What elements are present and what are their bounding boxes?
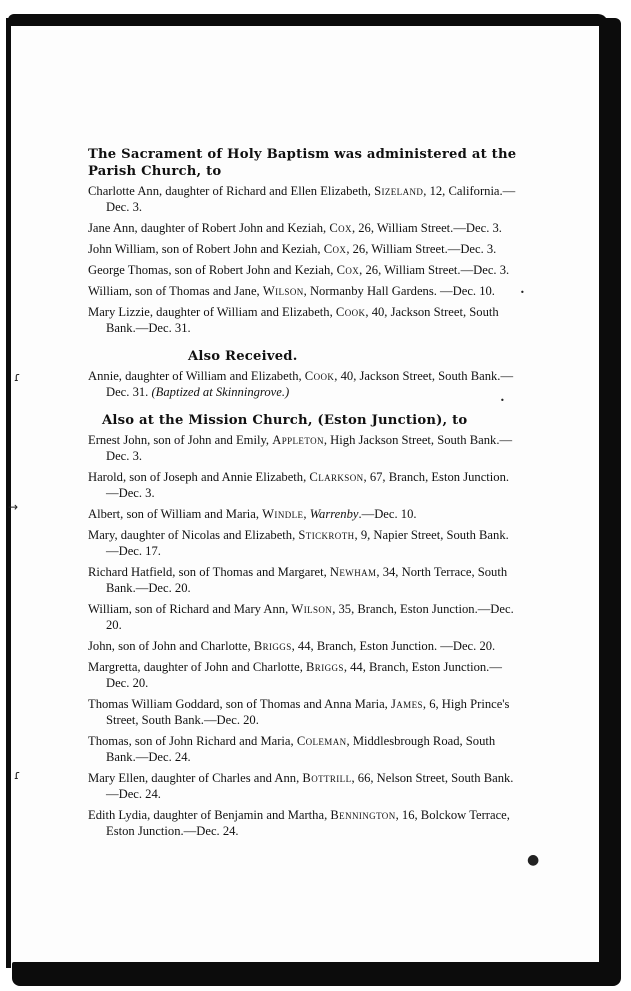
surname: Bennington [330, 808, 396, 822]
surname: Clarkson [309, 470, 364, 484]
surname: Cox [329, 221, 352, 235]
baptism-entry: George Thomas, son of Robert John and Keziah, Cox, 26, William Street.—Dec. 3. [88, 263, 510, 277]
surname: Stickroth [298, 528, 355, 542]
baptism-entry: Charlotte Ann, daughter of Richard and Ellen Elizabeth, Sizeland, 12, California.—Dec. 3. [88, 184, 516, 214]
surname: Cox [336, 263, 360, 277]
surname: Newham [329, 565, 377, 579]
baptism-entry: Thomas, son of John Richard and Maria, Coleman, Middlesbrough Road, South Bank.—Dec. 24. [88, 734, 496, 764]
ink-blot: ● [527, 852, 540, 868]
baptism-entry: William, son of Thomas and Jane, Wilson, Normanby Hall Gardens. —Dec. 10. [88, 284, 495, 298]
surname: Briggs [253, 639, 292, 653]
received-note: (Baptized at Skinningrove.) [151, 385, 290, 399]
surname: Coleman [296, 734, 347, 748]
surname: Bottrill [302, 771, 352, 785]
surname: Windle [262, 507, 304, 521]
baptism-entry: Mary Lizzie, daughter of William and Elizabeth, Cook, 40, Jackson Street, South Bank.—Dec. 31. [88, 305, 499, 335]
received-entry: Annie, daughter of William and Elizabeth, Cook, 40, Jackson Street, South Bank.—Dec. 31. (Baptized at Skinningrove.) [88, 369, 514, 399]
page-edge-right [599, 18, 621, 978]
section-heading-mission: Also at the Mission Church, (Eston Junction), to [102, 413, 468, 428]
register-content [88, 146, 518, 844]
baptism-entry: Mary, daughter of Nicolas and Elizabeth, Stickroth, 9, Napier Street, South Bank.—Dec. 17. [88, 528, 509, 558]
margin-dot: • [520, 288, 525, 297]
baptism-entry: Albert, son of William and Maria, Windle, Warrenby.—Dec. 10. [88, 507, 417, 521]
page-edge-top [8, 14, 608, 26]
baptism-entry: William, son of Richard and Mary Ann, Wilson, 35, Branch, Eston Junction.—Dec. 20. [88, 602, 514, 632]
baptism-entry: John, son of John and Charlotte, Briggs, 44, Branch, Eston Junction. —Dec. 20. [88, 639, 496, 653]
baptism-entry: Jane Ann, daughter of Robert John and Keziah, Cox, 26, William Street.—Dec. 3. [88, 221, 502, 235]
baptism-entry: Richard Hatfield, son of Thomas and Margaret, Newham, 34, North Terrace, South Bank.—Dec. 20. [88, 565, 508, 595]
baptism-entry: Mary Ellen, daughter of Charles and Ann, Bottrill, 66, Nelson Street, South Bank.—Dec. 24. [88, 771, 514, 801]
surname: James [390, 697, 423, 711]
surname: Cook [335, 305, 366, 319]
margin-mark: → [8, 500, 19, 514]
surname: Wilson [291, 602, 333, 616]
baptism-entry: Ernest John, son of John and Emily, Appleton, High Jackson Street, South Bank.—Dec. 3. [88, 433, 513, 463]
section-heading-received: Also Received. [188, 349, 298, 364]
margin-mark: ɾ [14, 370, 21, 384]
place-italic: Warrenby [309, 507, 359, 521]
baptism-entry: Edith Lydia, daughter of Benjamin and Martha, Bennington, 16, Bolckow Terrace, Eston Junction.—Dec. 24. [88, 808, 510, 838]
surname: Briggs [306, 660, 344, 674]
section-heading-parish: The Sacrament of Holy Baptism was administered at the Parish Church, to [88, 147, 517, 179]
baptism-entry: Harold, son of Joseph and Annie Elizabeth, Clarkson, 67, Branch, Eston Junction.—Dec. 3. [88, 470, 510, 500]
surname: Wilson [262, 284, 304, 298]
surname: Appleton [272, 433, 324, 447]
margin-mark: ɾ [14, 768, 21, 782]
baptism-entry: Thomas William Goddard, son of Thomas and Anna Maria, James, 6, High Prince's Street, South Bank.—Dec. 20. [88, 697, 510, 727]
baptism-entry: John William, son of Robert John and Keziah, Cox, 26, William Street.—Dec. 3. [88, 242, 497, 256]
baptism-entry: Margretta, daughter of John and Charlotte, Briggs, 44, Branch, Eston Junction.—Dec. 20. [88, 660, 502, 690]
surname: Sizeland [374, 184, 424, 198]
page-edge-bottom [12, 962, 621, 986]
margin-dot: • [500, 396, 505, 405]
surname: Cox [323, 242, 347, 256]
surname: Cook [304, 369, 335, 383]
